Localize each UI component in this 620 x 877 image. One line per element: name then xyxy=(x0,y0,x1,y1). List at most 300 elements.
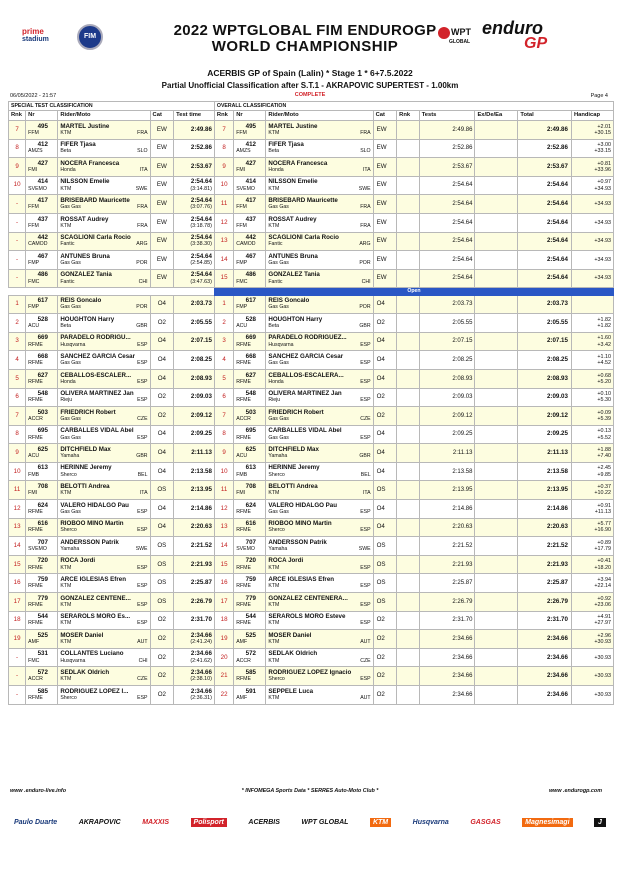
overall-class-rank xyxy=(397,369,420,388)
handicap-gap: +0.37 xyxy=(597,484,611,491)
overall-tests: 2:34.66 xyxy=(419,648,475,667)
sponsor-polisport: Polisport xyxy=(191,818,227,827)
test-nr: 668 xyxy=(37,352,48,360)
test-bike-line xyxy=(60,304,149,310)
test-rider-cell xyxy=(58,295,150,314)
test-category: O4 xyxy=(150,351,174,370)
table-row xyxy=(9,444,614,463)
test-federation: RFME xyxy=(28,601,43,608)
overall-category: EW xyxy=(373,195,397,214)
right-col-header: Cat xyxy=(373,111,397,121)
overall-class-rank xyxy=(397,611,420,630)
overall-penalties xyxy=(475,462,518,481)
sponsor-magnesimagi: Magnesimagi xyxy=(522,818,572,827)
overall-rider-cell xyxy=(266,500,373,519)
overall-federation: FMB xyxy=(236,471,248,478)
test-time: 2:34.66 xyxy=(190,669,212,677)
test-federation: FFM xyxy=(28,222,39,229)
overall-total: 2:54.64 xyxy=(518,176,572,195)
overall-rider-cell xyxy=(266,481,373,500)
overall-rider-cell xyxy=(266,648,373,667)
test-nation: ITA xyxy=(139,166,148,173)
test-federation: FMP xyxy=(28,304,40,311)
table-row xyxy=(9,648,614,667)
test-rider-name: COLLANTES Luciano xyxy=(60,650,124,658)
test-bike-line xyxy=(60,204,149,210)
test-nr: 624 xyxy=(37,501,48,509)
handicap-leader: +30.93 xyxy=(594,673,611,680)
test-category: OS xyxy=(150,593,174,612)
test-time-cell xyxy=(174,351,215,370)
classification-subtitle: Partial Unofficial Classification after S.T.1 - AKRAPOVIC SUPERTEST - 1.00km xyxy=(161,81,459,90)
overall-class-rank xyxy=(397,213,420,232)
overall-handicap-cell xyxy=(571,407,613,426)
test-nr: 617 xyxy=(37,297,48,305)
overall-tests: 2:54.64 xyxy=(419,176,475,195)
overall-bike-line xyxy=(268,241,372,247)
overall-rider-cell xyxy=(266,139,373,158)
table-row xyxy=(9,462,614,481)
overall-category: O4 xyxy=(373,444,397,463)
test-nr: 412 xyxy=(37,141,48,149)
overall-rank: 21 xyxy=(214,667,233,686)
overall-bike-line xyxy=(268,360,372,366)
test-time-original: (2:36.31) xyxy=(190,694,212,701)
test-rider-cell xyxy=(58,213,150,232)
handicap-leader: +27.97 xyxy=(594,620,611,627)
handicap-gap: +1.82 xyxy=(597,316,611,323)
overall-category: O4 xyxy=(373,369,397,388)
overall-bike-line xyxy=(268,453,372,459)
overall-nation: ESP xyxy=(360,676,371,683)
test-category: O4 xyxy=(150,462,174,481)
overall-bike-line xyxy=(268,490,372,496)
overall-bike: Gas Gas xyxy=(268,508,289,515)
overall-bike: KTM xyxy=(268,129,280,136)
overall-nr-cell xyxy=(234,407,266,426)
overall-federation: RFME xyxy=(236,360,251,367)
overall-rider-cell xyxy=(266,269,373,288)
overall-rider-name: HOUGHTON Harry xyxy=(268,315,323,323)
test-category: EW xyxy=(150,251,174,270)
test-category: EW xyxy=(150,269,174,288)
overall-class-rank xyxy=(397,425,420,444)
test-time-cell xyxy=(174,158,215,177)
test-category: O2 xyxy=(150,407,174,426)
overall-federation: RFME xyxy=(236,620,251,627)
test-rider-cell xyxy=(58,251,150,270)
overall-bike: Honda xyxy=(268,166,284,173)
test-rider-name: GONZALEZ CENTENE... xyxy=(60,594,131,602)
test-bike-line xyxy=(60,342,149,348)
overall-rank: 7 xyxy=(214,407,233,426)
overall-penalties xyxy=(475,251,518,270)
test-nr: 695 xyxy=(37,427,48,435)
overall-bike-line xyxy=(268,695,372,701)
overall-total: 2:34.66 xyxy=(518,686,572,705)
test-rider-name: FIFER Tjasa xyxy=(60,141,96,149)
test-time-cell xyxy=(174,500,215,519)
overall-nr: 503 xyxy=(245,408,256,416)
overall-total: 2:09.12 xyxy=(518,407,572,426)
test-bike: KTM xyxy=(60,185,72,192)
overall-rider-name: BRISEBARD Mauricette xyxy=(268,196,338,204)
test-federation: RFME xyxy=(28,620,43,627)
overall-section-title: OVERALL CLASSIFICATION xyxy=(214,102,613,111)
overall-nation: CHI xyxy=(361,278,371,285)
test-time-cell xyxy=(174,555,215,574)
overall-nr: 668 xyxy=(245,352,256,360)
handicap-gap: +2.45 xyxy=(597,465,611,472)
overall-nr: 616 xyxy=(245,520,256,528)
overall-tests: 2:25.87 xyxy=(419,574,475,593)
test-bike-line xyxy=(60,323,149,329)
test-rank: 10 xyxy=(9,462,26,481)
test-federation: SVEMO xyxy=(28,546,47,553)
overall-bike: Fantic xyxy=(268,278,283,285)
overall-nr: 627 xyxy=(245,371,256,379)
overall-rank: 11 xyxy=(214,481,233,500)
class-divider-left-blank xyxy=(9,288,215,295)
test-time-original: (3:07.76) xyxy=(190,204,212,211)
overall-tests: 2:13.95 xyxy=(419,481,475,500)
handicap-leader: +34.93 xyxy=(594,185,611,192)
overall-penalties xyxy=(475,648,518,667)
test-time: 2:21.52 xyxy=(190,541,212,549)
test-bike-line xyxy=(60,148,149,154)
overall-category: EW xyxy=(373,139,397,158)
overall-rider-name: FIFER Tjasa xyxy=(268,141,304,149)
test-bike-line xyxy=(60,167,149,173)
overall-nr-cell xyxy=(234,232,266,251)
overall-penalties xyxy=(475,611,518,630)
overall-handicap-cell xyxy=(571,139,613,158)
handicap-leader: +16.90 xyxy=(594,527,611,534)
right-col-header: Nr xyxy=(234,111,266,121)
overall-rank: 8 xyxy=(214,139,233,158)
test-category: EW xyxy=(150,158,174,177)
overall-tests: 2:31.70 xyxy=(419,611,475,630)
test-time-cell xyxy=(174,481,215,500)
table-row xyxy=(9,251,614,270)
test-rider-cell xyxy=(58,158,150,177)
test-nr: 528 xyxy=(37,315,48,323)
overall-penalties xyxy=(475,139,518,158)
test-time-cell xyxy=(174,176,215,195)
overall-class-rank xyxy=(397,295,420,314)
test-federation: RFME xyxy=(28,694,43,701)
overall-nr-cell xyxy=(234,537,266,556)
overall-total: 2:34.66 xyxy=(518,630,572,649)
test-bike: Beta xyxy=(60,322,71,329)
overall-total: 2:54.64 xyxy=(518,213,572,232)
overall-federation: SVEMO xyxy=(236,185,255,192)
overall-rider-name: RIOBOO MINO Martin xyxy=(268,520,332,528)
overall-federation: FMP xyxy=(236,259,248,266)
page-number: Page 4 xyxy=(590,93,608,99)
test-category: OS xyxy=(150,537,174,556)
overall-rider-name: VALERO HIDALGO Pau xyxy=(268,501,338,509)
overall-federation: AMF xyxy=(236,639,248,646)
test-nation: FRA xyxy=(137,129,148,136)
test-bike-line xyxy=(60,397,149,403)
overall-total: 2:34.66 xyxy=(518,667,572,686)
overall-nr: 613 xyxy=(245,464,256,472)
overall-nation: POR xyxy=(359,259,371,266)
test-nation: SWE xyxy=(135,185,148,192)
overall-federation: RFME xyxy=(236,676,251,683)
test-federation: RFME xyxy=(28,360,43,367)
overall-federation: RFME xyxy=(236,378,251,385)
footer-credits: * INFOMEGA Sports Data * SERRES Auto-Moto Club * xyxy=(241,788,379,794)
test-category: O4 xyxy=(150,444,174,463)
overall-bike: Gas Gas xyxy=(268,434,289,441)
test-federation: AMF xyxy=(28,639,40,646)
prime-logo-text: prime xyxy=(22,27,44,36)
overall-rider-cell xyxy=(266,232,373,251)
test-nr: 503 xyxy=(37,408,48,416)
overall-tests: 2:08.93 xyxy=(419,369,475,388)
test-time: 2:34.66 xyxy=(190,650,212,658)
overall-tests: 2:05.55 xyxy=(419,314,475,333)
handicap-leader: +30.15 xyxy=(594,129,611,136)
test-nation: ESP xyxy=(137,508,148,515)
overall-class-rank xyxy=(397,351,420,370)
test-rider-name: ANTUNES Bruna xyxy=(60,252,110,260)
table-row xyxy=(9,388,614,407)
prime-stadium-logo xyxy=(22,28,70,46)
test-federation: RFME xyxy=(28,434,43,441)
table-row xyxy=(9,667,614,686)
test-nr: 531 xyxy=(37,650,48,658)
test-nation: GBR xyxy=(136,322,148,329)
overall-nr: 572 xyxy=(245,650,256,658)
test-nr-cell xyxy=(26,195,58,214)
test-federation: RFME xyxy=(28,397,43,404)
test-rider-name: HOUGHTON Harry xyxy=(60,315,115,323)
handicap-gap: +0.41 xyxy=(597,558,611,565)
overall-nr: 708 xyxy=(245,483,256,491)
left-col-header: Nr xyxy=(26,111,58,121)
footer-left-url[interactable]: www .enduro-live.info xyxy=(10,788,67,794)
test-category: O4 xyxy=(150,295,174,314)
test-bike-line xyxy=(60,658,149,664)
overall-total: 2:08.93 xyxy=(518,369,572,388)
test-rider-cell xyxy=(58,481,150,500)
overall-total: 2:49.86 xyxy=(518,121,572,140)
overall-nr: 617 xyxy=(245,297,256,305)
overall-class-rank xyxy=(397,537,420,556)
overall-tests: 2:54.64 xyxy=(419,213,475,232)
sponsor-akrapovic: AKRAPOVIC xyxy=(78,818,121,826)
test-bike-line xyxy=(60,639,149,645)
test-nr: 585 xyxy=(37,687,48,695)
handicap-leader: +5.52 xyxy=(597,434,611,441)
overall-handicap-cell xyxy=(571,630,613,649)
test-rider-cell xyxy=(58,500,150,519)
overall-nr-cell xyxy=(234,444,266,463)
overall-nation: BEL xyxy=(360,471,371,478)
table-row xyxy=(9,369,614,388)
test-nation: CHI xyxy=(138,657,148,664)
handicap-gap: +3.00 xyxy=(597,142,611,149)
overall-penalties xyxy=(475,686,518,705)
overall-rank: 2 xyxy=(214,314,233,333)
overall-rider-cell xyxy=(266,351,373,370)
overall-nation: ESP xyxy=(360,601,371,608)
test-rider-name: SANCHEZ GARCIA Cesar xyxy=(60,352,136,360)
overall-nr-cell xyxy=(234,351,266,370)
overall-nr-cell xyxy=(234,574,266,593)
test-time-original: (2:41.24) xyxy=(190,639,212,646)
overall-category: OS xyxy=(373,555,397,574)
test-time: 2:34.66 xyxy=(190,631,212,639)
test-bike-line xyxy=(60,472,149,478)
overall-class-rank xyxy=(397,139,420,158)
handicap-gap: +0.89 xyxy=(597,539,611,546)
test-time-cell xyxy=(174,425,215,444)
test-federation: FMP xyxy=(28,259,40,266)
overall-nr-cell xyxy=(234,314,266,333)
overall-nr-cell xyxy=(234,462,266,481)
overall-rider-name: ROCA Jordi xyxy=(268,557,304,565)
test-rank: 9 xyxy=(9,158,26,177)
test-nation: FRA xyxy=(137,204,148,211)
overall-rank: 3 xyxy=(214,332,233,351)
overall-handicap-cell xyxy=(571,425,613,444)
overall-federation: FMI xyxy=(236,490,246,497)
handicap-gap: +0.13 xyxy=(597,428,611,435)
test-bike-line xyxy=(60,546,149,552)
test-bike: KTM xyxy=(60,639,72,646)
overall-federation: RFME xyxy=(236,434,251,441)
overall-penalties xyxy=(475,518,518,537)
test-bike: KTM xyxy=(60,601,72,608)
championship-subtitle: WORLD CHAMPIONSHIP xyxy=(211,38,399,55)
overall-bike: KTM xyxy=(268,490,280,497)
overall-rank: 13 xyxy=(214,232,233,251)
overall-nr-cell xyxy=(234,269,266,288)
sponsor-gasgas: GASGAS xyxy=(470,818,501,826)
table-row xyxy=(9,195,614,214)
overall-class-rank xyxy=(397,232,420,251)
overall-nr: 695 xyxy=(245,427,256,435)
overall-nr-cell xyxy=(234,251,266,270)
stadium-logo-text: stadium xyxy=(22,36,49,43)
overall-tests: 2:13.58 xyxy=(419,462,475,481)
overall-nr: 669 xyxy=(245,334,256,342)
test-nation: BEL xyxy=(137,471,148,478)
overall-tests: 2:53.67 xyxy=(419,158,475,177)
overall-rider-name: SANCHEZ GARCIA Cesar xyxy=(268,352,344,360)
handicap-leader: +9.85 xyxy=(597,471,611,478)
overall-rider-cell xyxy=(266,407,373,426)
overall-class-rank xyxy=(397,481,420,500)
overall-category: O2 xyxy=(373,388,397,407)
overall-rider-cell xyxy=(266,388,373,407)
overall-nr-cell xyxy=(234,121,266,140)
handicap-leader: +30.93 xyxy=(594,654,611,661)
overall-handicap-cell xyxy=(571,232,613,251)
overall-bike-line xyxy=(268,204,372,210)
overall-rider-name: ANDERSSON Patrik xyxy=(268,538,327,546)
footer-right-url[interactable]: www .endurogp.com xyxy=(548,788,602,794)
overall-nr-cell xyxy=(234,213,266,232)
overall-class-rank xyxy=(397,251,420,270)
test-rider-cell xyxy=(58,667,150,686)
overall-rider-name: MOSER Daniel xyxy=(268,631,312,639)
test-time: 2:21.93 xyxy=(190,560,212,568)
test-nation: ESP xyxy=(137,434,148,441)
test-nation: CZE xyxy=(137,415,148,422)
handicap-gap: +0.09 xyxy=(597,409,611,416)
test-time: 2:11.13 xyxy=(191,448,212,456)
overall-rider-name: DITCHFIELD Max xyxy=(268,445,319,453)
test-time: 2:54.64 xyxy=(190,252,212,260)
overall-handicap-cell xyxy=(571,176,613,195)
test-rider-cell xyxy=(58,369,150,388)
overall-penalties xyxy=(475,537,518,556)
test-bike: Husqvarna xyxy=(60,657,86,664)
overall-nr: 437 xyxy=(245,215,256,223)
test-time: 2:52.86 xyxy=(190,144,212,152)
test-rider-name: GONZALEZ Tania xyxy=(60,271,112,279)
test-nr: 708 xyxy=(37,483,48,491)
overall-federation: ACCR xyxy=(236,415,251,422)
overall-category: O2 xyxy=(373,667,397,686)
table-row xyxy=(9,269,614,288)
test-federation: RFME xyxy=(28,341,43,348)
test-bike-line xyxy=(60,223,149,229)
overall-handicap-cell xyxy=(571,213,613,232)
overall-rank: 4 xyxy=(214,351,233,370)
test-rider-name: ANDERSSON Patrik xyxy=(60,538,119,546)
overall-nation: ESP xyxy=(360,341,371,348)
test-rank: 2 xyxy=(9,314,26,333)
test-bike-line xyxy=(60,360,149,366)
test-federation: RFME xyxy=(28,378,43,385)
overall-handicap-cell xyxy=(571,481,613,500)
test-nr-cell xyxy=(26,444,58,463)
test-nr: 625 xyxy=(37,445,48,453)
test-bike: KTM xyxy=(60,564,72,571)
test-rider-cell xyxy=(58,518,150,537)
test-nr-cell xyxy=(26,351,58,370)
test-rider-name: PARADELO RODRIGU... xyxy=(60,334,131,342)
test-time-original: (2:38.10) xyxy=(190,676,212,683)
overall-bike: Fantic xyxy=(268,241,283,248)
overall-bike: Yamaha xyxy=(268,453,288,460)
test-federation: ACCR xyxy=(28,415,43,422)
overall-total: 2:07.15 xyxy=(518,332,572,351)
test-time-cell xyxy=(174,269,215,288)
overall-penalties xyxy=(475,314,518,333)
overall-bike-line xyxy=(268,565,372,571)
test-time-cell xyxy=(174,611,215,630)
test-rider-name: MARTEL Justine xyxy=(60,122,110,130)
overall-rider-cell xyxy=(266,630,373,649)
overall-rank: 6 xyxy=(214,388,233,407)
sponsor-acerbis: ACERBIS xyxy=(248,818,280,826)
handicap-leader: +18.20 xyxy=(594,564,611,571)
overall-penalties xyxy=(475,195,518,214)
test-time: 2:09.25 xyxy=(190,430,212,438)
overall-category: EW xyxy=(373,251,397,270)
test-rank: 7 xyxy=(9,407,26,426)
handicap-leader: +33.96 xyxy=(594,166,611,173)
overall-nation: GBR xyxy=(359,453,371,460)
overall-penalties xyxy=(475,500,518,519)
